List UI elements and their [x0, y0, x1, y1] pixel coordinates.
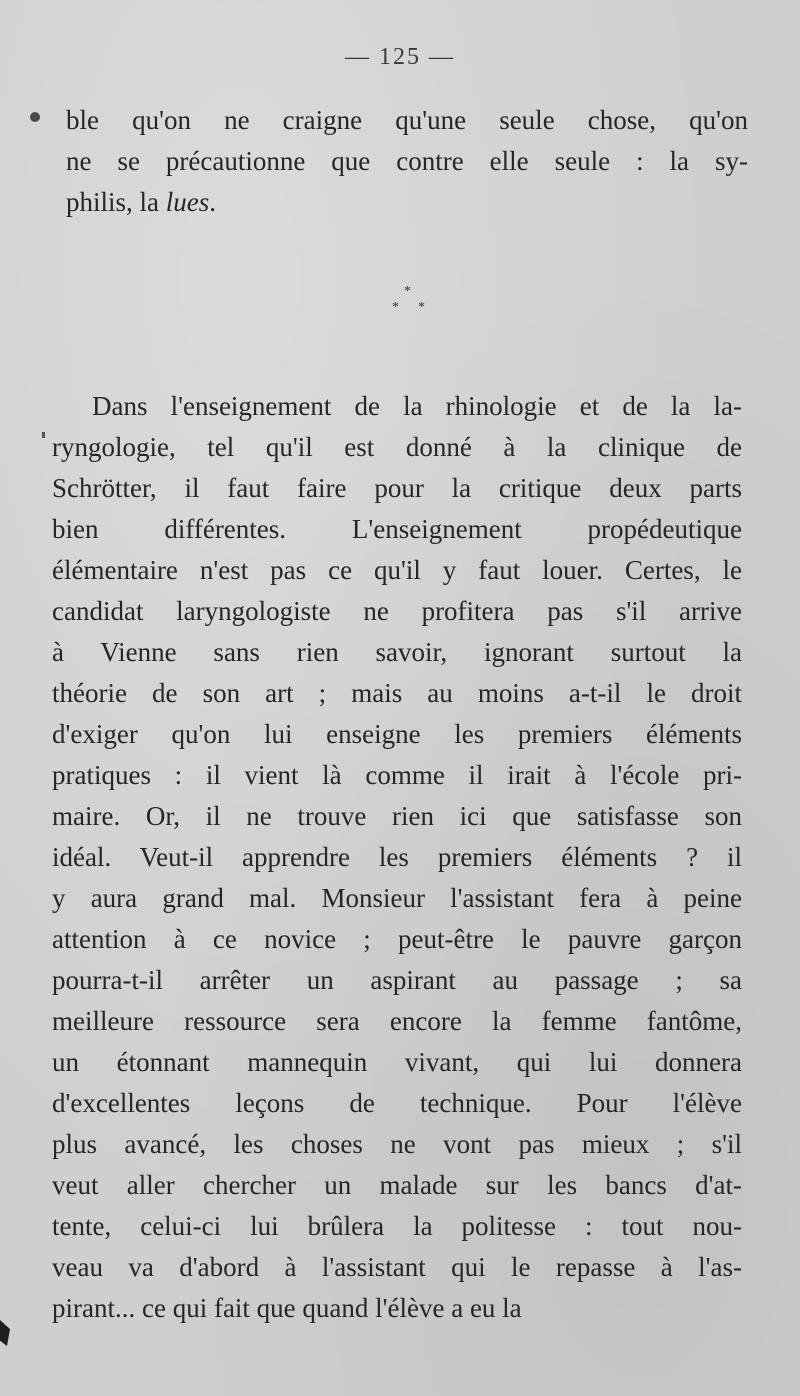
line-text: philis, la [66, 187, 166, 217]
paragraph-line: ble qu'on ne craigne qu'une seule chose, qu'on [66, 105, 748, 135]
page-number: — 125 — [345, 44, 455, 70]
paragraph-line: pirant... ce qui fait que quand l'élève a eu la [52, 1293, 522, 1323]
paragraph-line: ryngologie, tel qu'il est donné à la clinique de [52, 432, 742, 462]
paragraph-line: un étonnant mannequin vivant, qui lui donnera [52, 1047, 742, 1077]
paragraph-line: y aura grand mal. Monsieur l'assistant fera à peine [52, 883, 742, 913]
paragraph-line: candidat laryngologiste ne profitera pas s'il arrive [52, 596, 742, 626]
paragraph-line: bien différentes. L'enseignement propédeutique [52, 514, 742, 544]
paragraph-line: pratiques : il vient là comme il irait à l'école pri- [52, 760, 742, 790]
main-paragraph [52, 386, 742, 1329]
margin-dot-mark [30, 112, 40, 122]
line-text: . [209, 187, 216, 217]
paragraph-line: à Vienne sans rien savoir, ignorant surtout la [52, 637, 742, 667]
paragraph-line: pourra-t-il arrêter un aspirant au passage ; sa [52, 965, 742, 995]
paragraph-line: tente, celui-ci lui brûlera la politesse : tout nou- [52, 1211, 742, 1241]
margin-tick-mark [42, 432, 45, 438]
asterism-star: * [418, 300, 425, 315]
paragraph-line: Dans l'enseignement de la rhinologie et de la la- [92, 391, 742, 421]
asterism-star: * [404, 284, 411, 299]
paragraph-line: plus avancé, les choses ne vont pas mieux ; s'il [52, 1129, 742, 1159]
continuation-paragraph [66, 100, 748, 223]
asterism-star: * [392, 300, 399, 315]
paragraph-line: ne se précautionne que contre elle seule : la sy- [66, 146, 748, 176]
paragraph-line: Schrötter, il faut faire pour la critique deux parts [52, 473, 742, 503]
paragraph-line: attention à ce novice ; peut-être le pauvre garçon [52, 924, 742, 954]
page-edge-mark [0, 1320, 10, 1346]
paragraph-line: meilleure ressource sera encore la femme fantôme, [52, 1006, 742, 1036]
paragraph-line: veut aller chercher un malade sur les bancs d'at- [52, 1170, 742, 1200]
paragraph-line: théorie de son art ; mais au moins a-t-il le droit [52, 678, 742, 708]
paragraph-line: élémentaire n'est pas ce qu'il y faut louer. Certes, le [52, 555, 742, 585]
paragraph-line: idéal. Veut-il apprendre les premiers éléments ? il [52, 842, 742, 872]
paragraph-line: maire. Or, il ne trouve rien ici que satisfasse son [52, 801, 742, 831]
paragraph-line [66, 182, 748, 223]
paragraph-line: d'excellentes leçons de technique. Pour l'élève [52, 1088, 742, 1118]
italic-term: lues [165, 187, 210, 217]
paragraph-line: d'exiger qu'on lui enseigne les premiers éléments [52, 719, 742, 749]
paragraph-line: veau va d'abord à l'assistant qui le repasse à l'as- [52, 1252, 742, 1282]
section-asterism [388, 284, 432, 324]
